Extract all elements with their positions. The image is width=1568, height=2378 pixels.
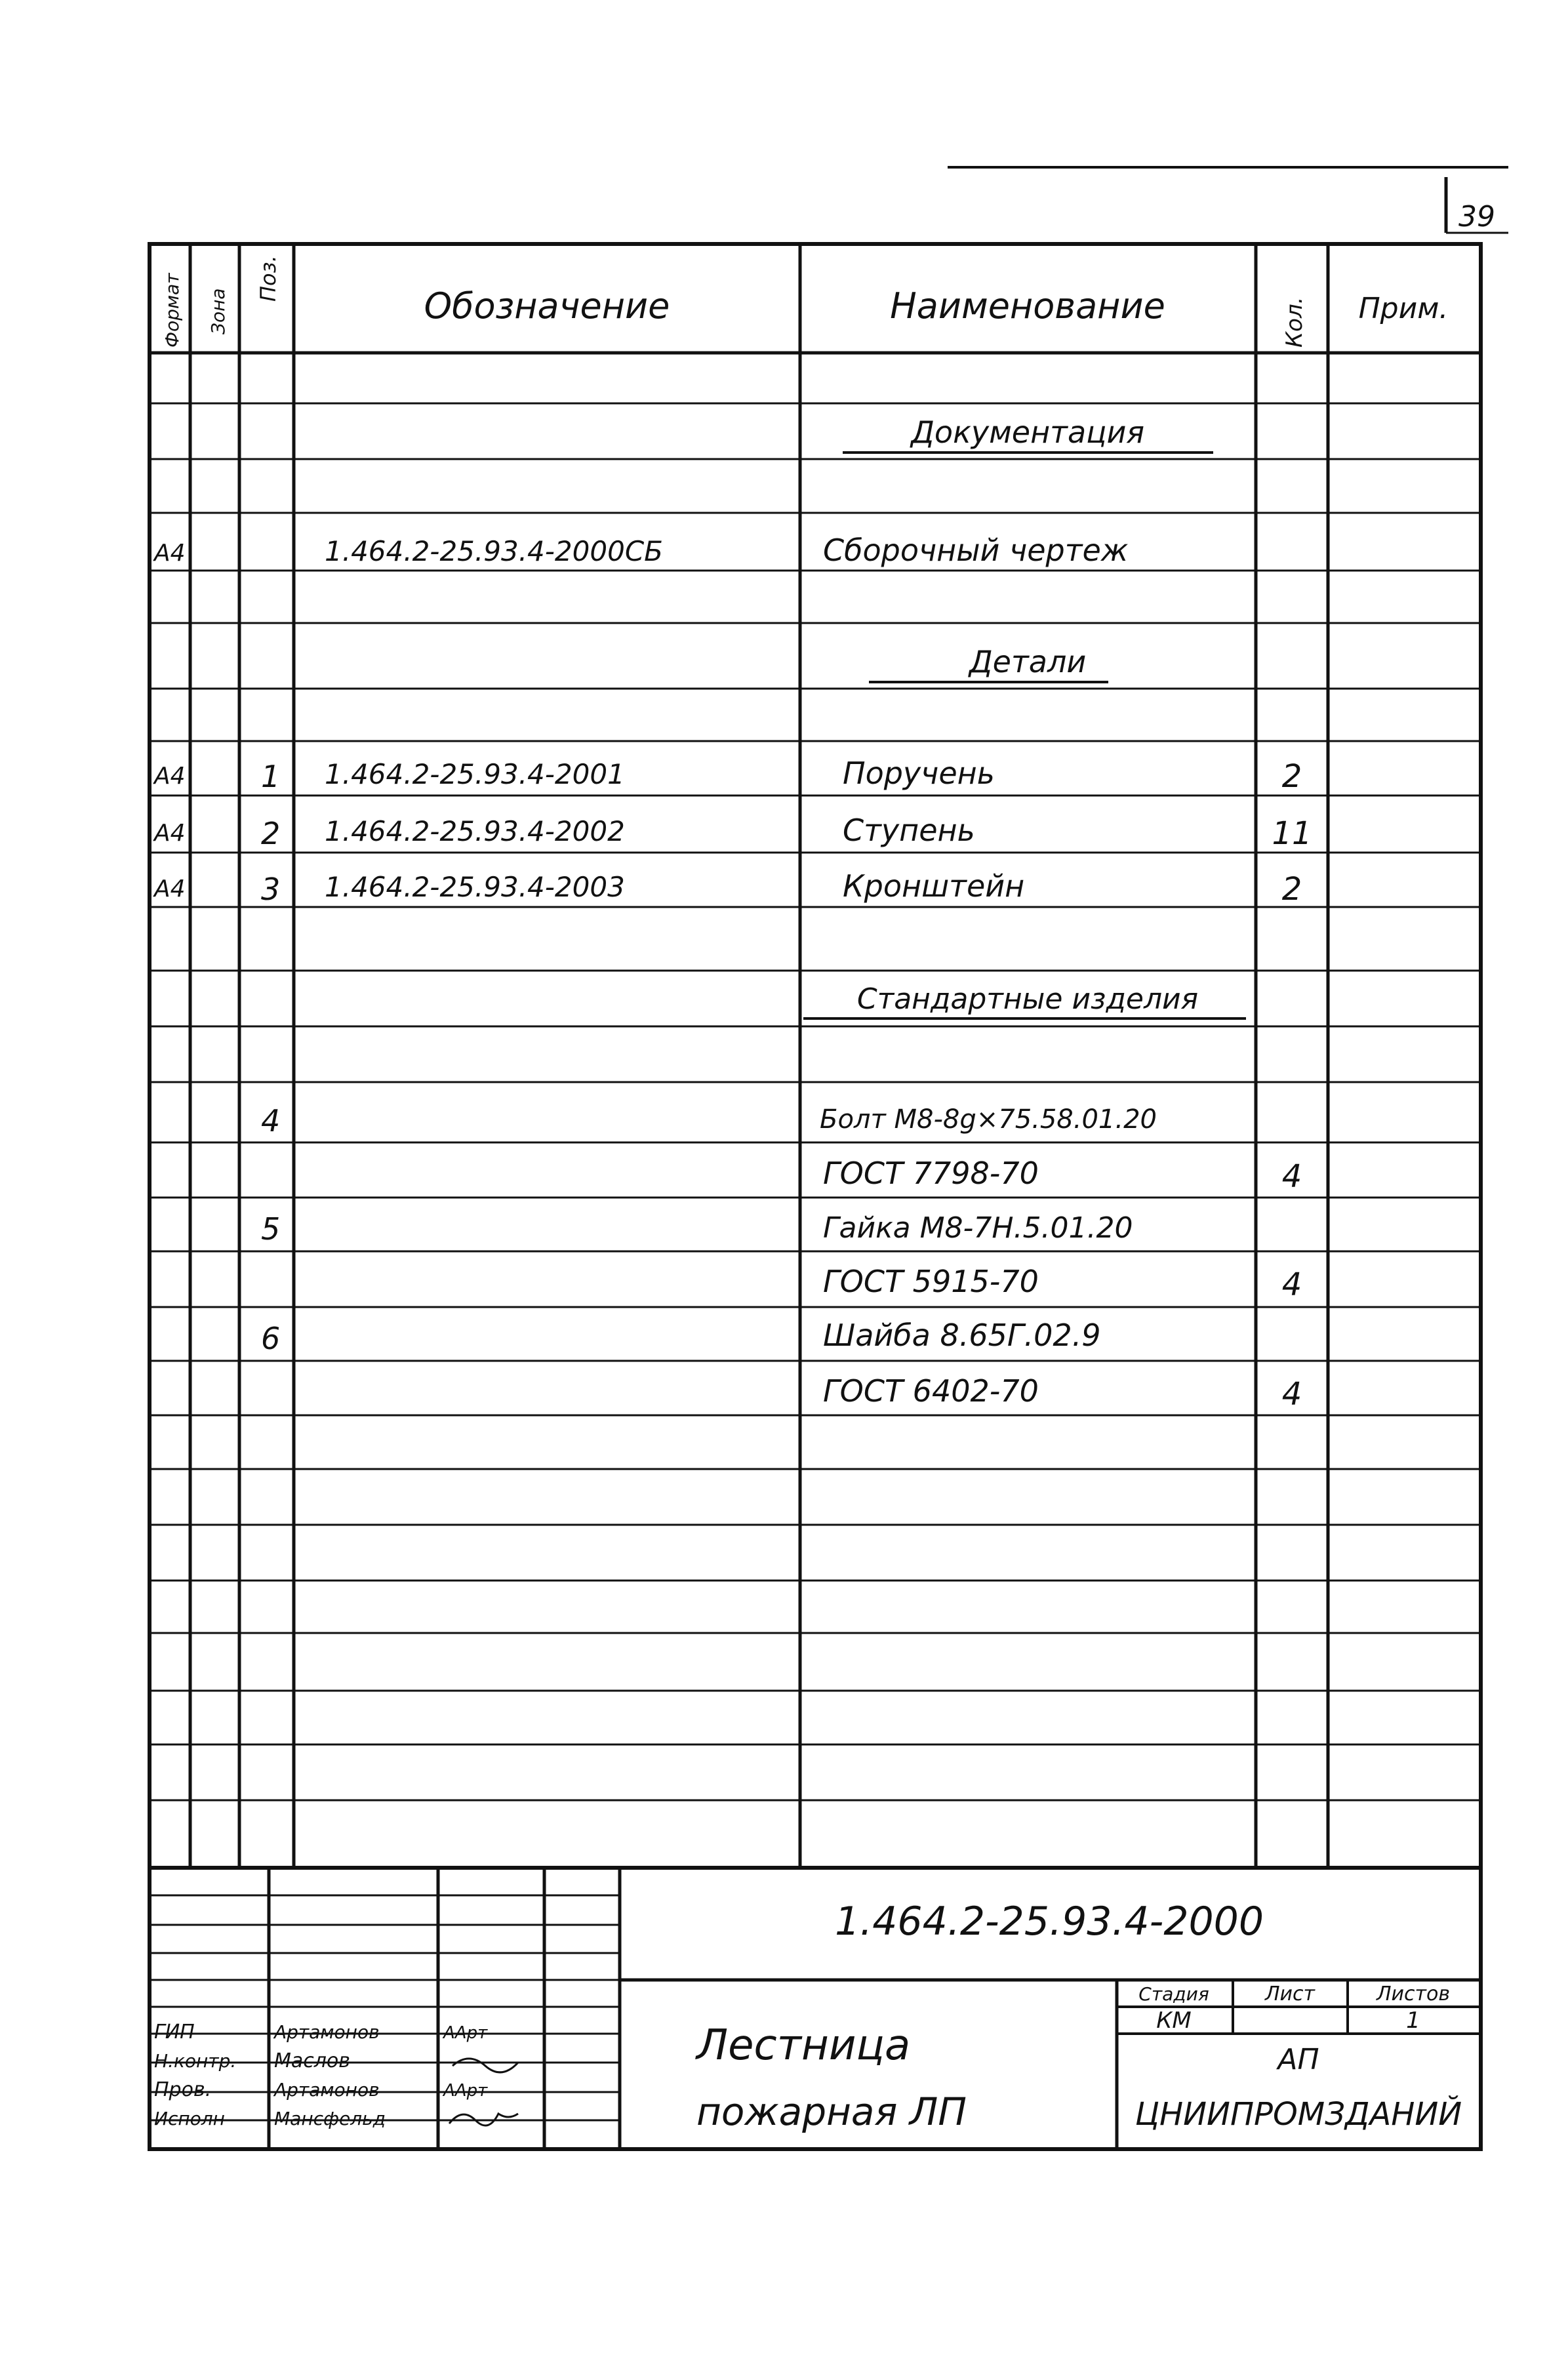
header-pos: Поз. [256, 255, 281, 302]
row-qty: 2 [1281, 758, 1302, 795]
row-format: А4 [154, 540, 186, 567]
row-pos: 6 [261, 1321, 281, 1356]
row-pos: 1 [261, 759, 281, 794]
row-qty: 4 [1281, 1158, 1302, 1195]
row-pos: 2 [261, 816, 281, 851]
title-block [150, 1868, 1481, 2149]
row-name: Ступень [843, 813, 975, 848]
row-name: Документация [910, 414, 1145, 450]
sheet-header: Лист [1264, 1983, 1316, 2005]
signature-row [154, 2108, 518, 2129]
stage-value: КМ [1156, 2007, 1192, 2034]
signer-name: Артамонов [274, 2021, 380, 2043]
row-qty: 4 [1281, 1266, 1302, 1303]
header-format: Формат [161, 273, 183, 348]
header-note: Прим. [1358, 292, 1449, 325]
signature-mark [452, 2059, 518, 2072]
row-name: Болт М8-8g×75.58.01.20 [820, 1104, 1157, 1135]
role-label: ГИП [154, 2021, 195, 2044]
table-body [153, 414, 1312, 1413]
table-row [261, 1211, 1133, 1247]
column-lines [190, 244, 1328, 1868]
role-label: Н.контр. [154, 2050, 237, 2072]
table-row [153, 756, 1302, 795]
row-name: Стандартные изделия [856, 982, 1199, 1016]
page-number: 39 [1458, 200, 1495, 233]
signer-name: Маслов [274, 2049, 350, 2072]
signer-name: Артамонов [274, 2079, 380, 2101]
row-name: Поручень [843, 756, 995, 791]
table-row [803, 982, 1246, 1018]
signature: ААрт [443, 2081, 488, 2101]
table-row [843, 414, 1213, 453]
row-name: Сборочный чертеж [823, 533, 1129, 568]
table-row [153, 813, 1312, 852]
header-name: Наименование [890, 285, 1165, 327]
role-label: Пров. [154, 2078, 212, 2101]
stage-header: Стадия [1138, 1983, 1209, 2005]
header-designation: Обозначение [424, 285, 670, 327]
role-label: Исполн [154, 2108, 225, 2129]
table-row [823, 1373, 1302, 1413]
page-corner [948, 167, 1508, 233]
title-block-lines [150, 1895, 620, 2120]
row-pos: 5 [261, 1211, 281, 1247]
table-row [153, 868, 1302, 908]
table-row [869, 644, 1108, 682]
sheets-value: 1 [1406, 2007, 1420, 2034]
row-format: А4 [154, 876, 186, 902]
table-row [261, 1103, 1157, 1139]
row-pos: 4 [261, 1103, 281, 1139]
signature-row [154, 2049, 518, 2072]
row-pos: 3 [261, 872, 281, 907]
row-format: А4 [154, 820, 186, 847]
row-name: Гайка М8-7Н.5.01.20 [823, 1211, 1133, 1245]
row-name: ГОСТ 5915-70 [823, 1264, 1039, 1299]
row-qty: 2 [1281, 871, 1302, 908]
title-line1: Лестница [696, 2021, 911, 2070]
row-name: Детали [969, 644, 1087, 679]
org-line2: ЦНИИПРОМЗДАНИЙ [1135, 2096, 1462, 2133]
row-designation: 1.464.2-25.93.4-2002 [325, 815, 625, 847]
sheets-header: Листов [1376, 1983, 1451, 2005]
doc-code: 1.464.2-25.93.4-2000 [834, 1899, 1264, 1945]
signer-name: Мансфельд [274, 2108, 386, 2129]
row-designation: 1.464.2-25.93.4-2000СБ [325, 535, 663, 567]
header-qty: Кол. [1281, 296, 1308, 348]
table-row [153, 533, 1129, 568]
row-name: ГОСТ 7798-70 [823, 1156, 1039, 1191]
row-name: Шайба 8.65Г.02.9 [823, 1318, 1101, 1353]
signature: ААрт [443, 2023, 488, 2043]
title-line2: пожарная ЛП [696, 2089, 967, 2134]
table-row [823, 1264, 1302, 1303]
org-line1: АП [1277, 2043, 1319, 2076]
table-row [261, 1318, 1101, 1356]
row-format: А4 [154, 763, 186, 790]
row-name: ГОСТ 6402-70 [823, 1373, 1039, 1409]
row-designation: 1.464.2-25.93.4-2001 [325, 758, 625, 790]
row-lines [150, 403, 1481, 1800]
row-qty: 4 [1281, 1376, 1302, 1413]
row-designation: 1.464.2-25.93.4-2003 [325, 871, 625, 903]
row-name: Кронштейн [843, 868, 1025, 904]
table-row [823, 1156, 1302, 1195]
row-qty: 11 [1272, 815, 1312, 852]
header-zone: Зона [207, 288, 229, 334]
